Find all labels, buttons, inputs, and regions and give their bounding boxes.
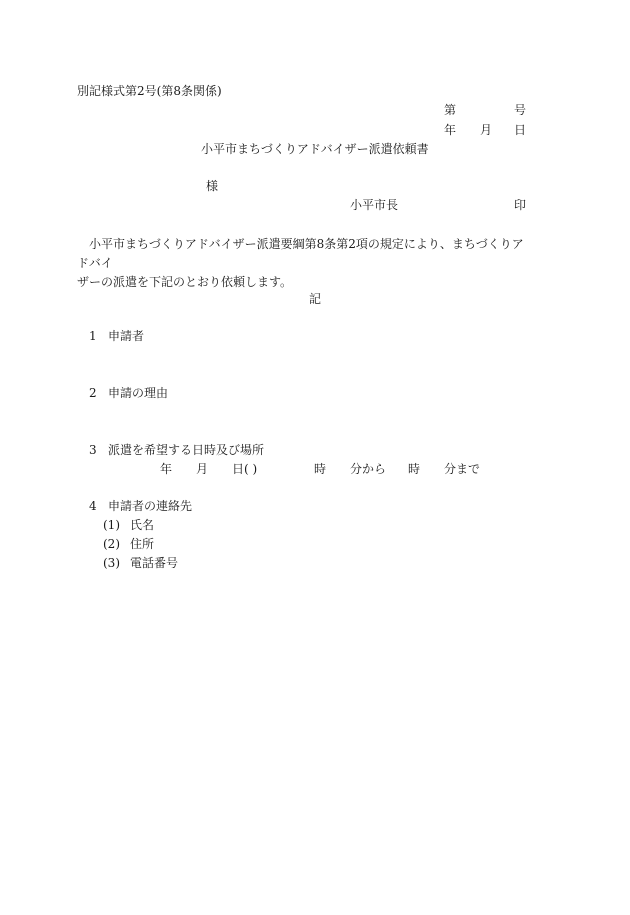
body-line: ザーの派遣を下記のとおり依頼します。 [77,275,293,289]
field-hour-from: 時 [314,462,327,476]
item-number: 2 [89,386,97,400]
contact-label-phone: 電話番号 [130,556,179,570]
form-label: 別記様式第2号(第8条関係) [77,84,222,98]
item-label-applicant: 申請者 [108,329,145,343]
field-day-weekday: 日( ) [232,462,258,476]
contact-number: (3) [103,556,120,570]
contact-number: (2) [103,537,120,551]
doc-date-day: 日 [514,123,527,137]
sender-name: 小平市長 [350,198,399,212]
body-line: 小平市まちづくりアドバイザー派遣要綱第8条第2項の規定により、まちづくりアドバイ [77,237,524,270]
contact-label-address: 住所 [130,537,155,551]
field-minute-from: 分から [350,462,387,476]
item-number: 3 [89,443,97,457]
addressee-suffix: 様 [206,179,219,193]
item-label-datetime-place: 派遣を希望する日時及び場所 [108,443,265,457]
body-paragraph [77,235,535,292]
doc-number-suffix: 号 [514,103,527,117]
item-number: 1 [89,329,97,343]
doc-date-year: 年 [444,123,457,137]
doc-date-month: 月 [480,123,493,137]
page-title: 小平市まちづくりアドバイザー派遣依頼書 [201,142,429,156]
item-label-reason: 申請の理由 [108,386,169,400]
field-minute-to: 分まで [444,462,481,476]
contact-number: (1) [103,518,120,532]
contact-label-name: 氏名 [130,518,155,532]
field-hour-to: 時 [408,462,421,476]
field-month: 月 [196,462,209,476]
field-year: 年 [160,462,173,476]
item-label-contact: 申請者の連絡先 [108,499,193,513]
seal-mark: 印 [514,198,527,212]
record-heading: 記 [309,292,322,306]
doc-number-prefix: 第 [444,103,457,117]
item-number: 4 [89,499,97,513]
